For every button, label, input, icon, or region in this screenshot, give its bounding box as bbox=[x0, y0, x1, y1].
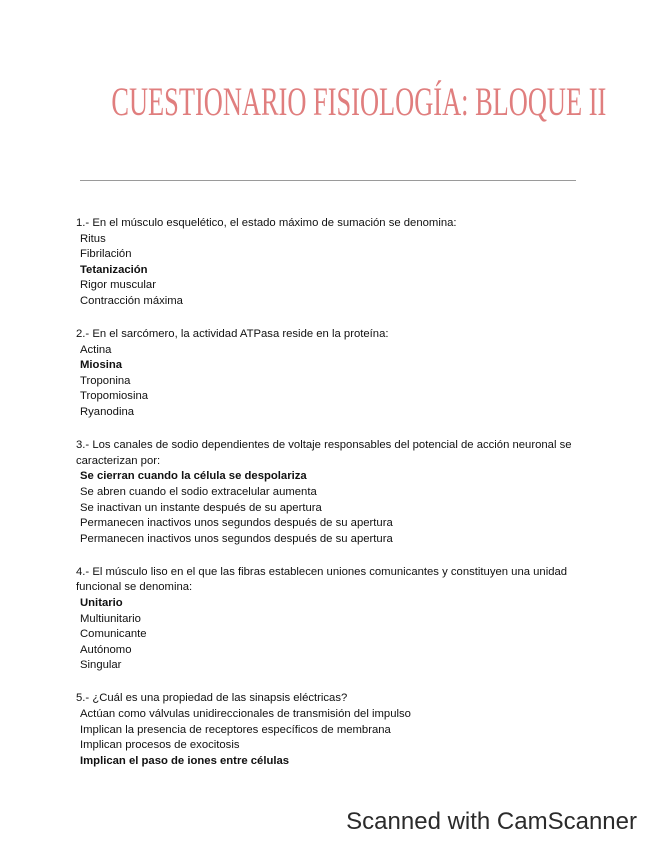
question-1 bbox=[76, 216, 586, 310]
answer-option: Contracción máxima bbox=[80, 294, 183, 307]
answer-option-correct: Se cierran cuando la célula se despolariza bbox=[80, 470, 307, 483]
title-divider bbox=[80, 180, 576, 181]
answer-option: Rigor muscular bbox=[80, 279, 156, 292]
question-text: 5.- ¿Cuál es una propiedad de las sinapsis eléctricas? bbox=[76, 692, 348, 705]
answer-options bbox=[76, 232, 586, 310]
answer-option-correct: Miosina bbox=[80, 359, 123, 372]
answer-option: Se inactivan un instante después de su apertura bbox=[80, 501, 322, 514]
question-3 bbox=[76, 438, 586, 547]
answer-option: Fibrilación bbox=[80, 248, 132, 261]
answer-option: Permanecen inactivos unos segundos después de su apertura bbox=[80, 532, 393, 545]
answer-option: Ryanodina bbox=[80, 406, 135, 419]
page-title: CUESTIONARIO FISIOLOGÍA: BLOQUE II bbox=[111, 79, 607, 124]
question-2 bbox=[76, 327, 586, 421]
answer-options bbox=[76, 707, 586, 769]
answer-option: Implican procesos de exocitosis bbox=[80, 739, 240, 752]
answer-options bbox=[76, 469, 586, 547]
answer-option: Autónomo bbox=[80, 643, 132, 656]
question-list bbox=[76, 216, 586, 787]
question-text: 3.- Los canales de sodio dependientes de voltaje responsables del potencial de acción neuronal se caracterizan por: bbox=[76, 439, 572, 467]
answer-option: Multiunitario bbox=[80, 612, 141, 625]
answer-option: Ritus bbox=[80, 232, 106, 245]
question-text: 2.- En el sarcómero, la actividad ATPasa reside en la proteína: bbox=[76, 328, 389, 341]
question-4 bbox=[76, 565, 586, 674]
answer-option: Troponina bbox=[80, 374, 131, 387]
camscanner-watermark: Scanned with CamScanner bbox=[346, 808, 637, 835]
answer-option: Tropomiosina bbox=[80, 390, 149, 403]
answer-option: Permanecen inactivos unos segundos después de su apertura bbox=[80, 517, 393, 530]
answer-option: Singular bbox=[80, 659, 122, 672]
answer-option-correct: Unitario bbox=[80, 596, 123, 609]
answer-option: Actina bbox=[80, 343, 112, 356]
answer-option: Actúan como válvulas unidireccionales de transmisión del impulso bbox=[80, 708, 411, 721]
question-text: 1.- En el músculo esquelético, el estado máximo de sumación se denomina: bbox=[76, 217, 457, 229]
question-5 bbox=[76, 691, 586, 769]
answer-option: Se abren cuando el sodio extracelular aumenta bbox=[80, 485, 317, 498]
answer-options bbox=[76, 343, 586, 421]
answer-option: Comunicante bbox=[80, 628, 147, 641]
answer-option-correct: Tetanización bbox=[80, 263, 148, 276]
answer-option: Implican la presencia de receptores específicos de membrana bbox=[80, 723, 391, 736]
question-text: 4.- El músculo liso en el que las fibras establecen uniones comunicantes y constituyen una unidad funcional se denomina: bbox=[76, 565, 568, 594]
answer-options bbox=[76, 596, 586, 674]
answer-option-correct: Implican el paso de iones entre células bbox=[80, 754, 290, 767]
